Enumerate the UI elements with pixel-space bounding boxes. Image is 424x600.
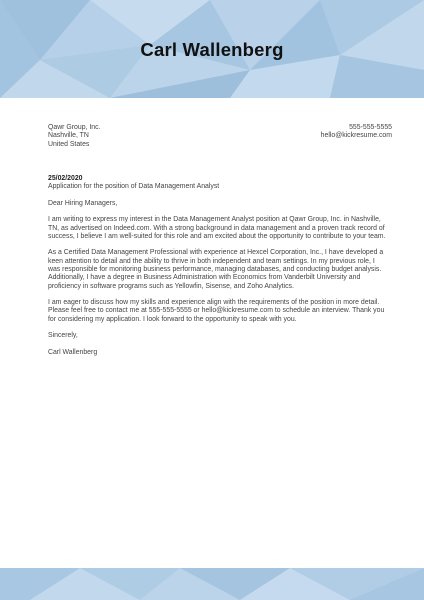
letter-paragraph-1: I am writing to express my interest in the Data Management Analyst position at Qawr Group, Inc. in Nashville, TN, as advertised on Indeed.com. With a strong background in data management and a proven track record of success, I believe I am well-suited for this role and am excited about the opportunity to contribute to your team. <box>48 216 386 240</box>
footer-banner <box>0 568 424 600</box>
letter-body <box>48 175 388 357</box>
contact-email: hello@kickresume.com <box>320 132 392 140</box>
contact-phone: 555-555-5555 <box>349 124 392 131</box>
applicant-name: Carl Wallenberg <box>140 39 284 60</box>
letter-greeting: Dear Hiring Managers, <box>48 199 118 207</box>
letter-subject: Application for the position of Data Management Analyst <box>48 183 220 191</box>
contact-info <box>321 124 392 141</box>
footer-pattern <box>0 568 424 600</box>
letter-paragraph-3: I am eager to discuss how my skills and experience align with the requirements of the position in more detail. Please feel free to contact me at 555-555-5555 or hello@kickresume.com to schedule an interview. Thank you for considering my application. I look forward to the opportunity to speak with you. <box>48 299 385 323</box>
sender-address <box>48 124 100 149</box>
letter-signature: Carl Wallenberg <box>48 348 98 356</box>
letter-closing: Sincerely, <box>48 332 78 340</box>
letter-date: 25/02/2020 <box>48 175 83 182</box>
sender-city: Nashville, TN <box>48 132 89 140</box>
header-banner <box>0 0 424 98</box>
sender-company: Qawr Group, Inc. <box>48 124 101 131</box>
letter-paragraph-2: As a Certified Data Management Professional with experience at Hexcel Corporation, Inc., I have developed a keen attention to detail and the ability to thrive in both independent and team settings. In my previous role, I was responsible for monitoring business performance, managing databases, and conducting budget analysis. Additionally, I have a degree in Business Administration with Economics from Vanderbilt University and proficiency in software programs such as Yellowfin, Sisense, and Zoho Analytics. <box>48 249 384 290</box>
sender-country: United States <box>48 140 90 148</box>
